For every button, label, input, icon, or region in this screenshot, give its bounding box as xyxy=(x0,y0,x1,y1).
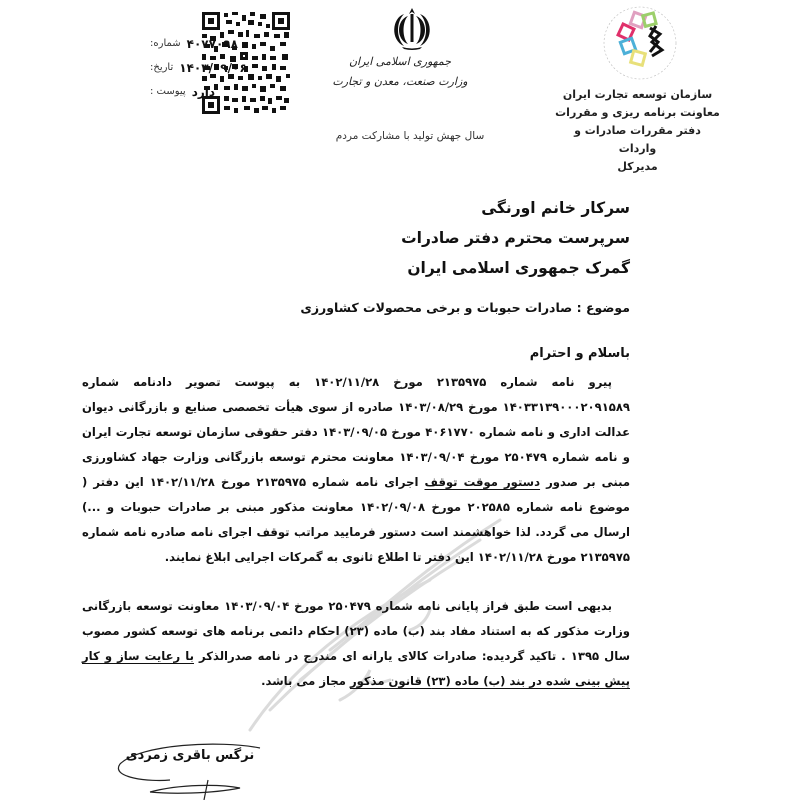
letter-meta xyxy=(150,32,280,104)
letter-number-row xyxy=(150,32,280,56)
tpo-logo-icon xyxy=(600,4,680,82)
attachment-row xyxy=(150,80,280,104)
attachment-value: دارد xyxy=(191,85,216,99)
iran-emblem-icon xyxy=(382,6,442,50)
recipient-name: سرکار خانم اورنگی xyxy=(481,199,630,217)
letter-date-label: تاریخ: xyxy=(150,62,174,73)
signatory-name: نرگس باقری زمردی xyxy=(125,748,255,763)
recipient-org: گمرک جمهوری اسلامی ایران xyxy=(407,259,630,277)
year-slogan: سال جهش تولید با مشارکت مردم xyxy=(335,130,485,142)
letter-date-row xyxy=(150,56,280,80)
org-line-4: مدیرکل xyxy=(617,160,658,173)
recipient-title: سرپرست محترم دفتر صادرات xyxy=(401,229,630,247)
ministry-line-2: وزارت صنعت، معدن و تجارت xyxy=(332,75,468,88)
body-p1-text-a: پیرو نامه شماره ۲۱۳۵۹۷۵ مورخ ۱۴۰۲/۱۱/۲۸ به پیوست تصویر دادنامه شماره ۱۴۰۳۳۱۳۹۰۰۰۲۰۹۱۵۸۹ مورخ ۱۴۰۳/۰۸/۲۹ صادره از سوی هیأت تخصصی صنایع و بازرگانی دیوان عدالت اداری و نامه شماره ۴۰۶۱۷۷۰ مورخ ۱۴۰۳/۰۹/۰۵ دفتر حقوقی سازمان توسعه تجارت ایران و نامه شماره ۲۵۰۴۷۹ مورخ ۱۴۰۳/۰۹/۰۴ معاونت محترم توسعه بازرگانی وزارت جهاد کشاورزی مبنی بر صدور xyxy=(82,375,631,489)
body-paragraph-2 xyxy=(82,594,630,694)
letter-number-label: شماره: xyxy=(150,38,181,49)
body-p1-text-b: اجرای نامه شماره ۲۱۳۵۹۷۵ مورخ ۱۴۰۲/۱۱/۲۸ این دفتر ( موضوع نامه شماره ۲۰۲۵۸۵ مورخ ۱۴۰۲/۰۹/۰۸ معاونت مذکور مبنی بر صادرات حبوبات و ...) ارسال می گردد. لذا خواهشمند است دستور فرمایید مراتب توقف اجرای نامه صادره نامه شماره ۲۱۳۵۹۷۵ مورخ ۱۴۰۲/۱۱/۲۸ این دفتر تا اطلاع ثانوی به گمرکات اجرایی ابلاغ نمایند. xyxy=(82,475,630,564)
org-line-1: سازمان توسعه تجارت ایران xyxy=(562,88,713,101)
body-p2-underlined: با رعایت ساز و کار پیش بینی شده در بند (ب) ماده (۲۳) قانون مذکور xyxy=(82,649,630,688)
body-p2-text-a: بدیهی است طبق فراز پایانی نامه شماره ۲۵۰۴۷۹ مورخ ۱۴۰۳/۰۹/۰۴ معاونت توسعه بازرگانی وزارت مذکور که به استناد مفاد بند (ب) ماده (۲۳) احکام دائمی برنامه های توسعه کشور مصوب سال ۱۳۹۵ . تاکید گردیده: صادرات کالای یارانه ای مندرج در نامه صدرالذکر xyxy=(82,599,630,663)
subject-label: موضوع : xyxy=(576,300,630,315)
greeting: باسلام و احترام xyxy=(529,346,630,361)
ministry-name xyxy=(330,52,470,92)
ministry-line-1: جمهوری اسلامی ایران xyxy=(348,55,452,68)
letter-date-value: ۱۴۰۳/۰۹/۰۶ xyxy=(179,61,247,75)
org-line-2: معاونت برنامه ریزی و مقررات xyxy=(555,106,720,119)
letter-number-value: ۴۰۷۷۰۹۸ xyxy=(186,37,238,51)
subject-line xyxy=(300,300,630,315)
organization-header xyxy=(555,86,720,176)
org-line-3: دفتر مقررات صادرات و واردات xyxy=(574,124,701,155)
body-p1-underlined: دستور موقت توقف xyxy=(424,475,541,489)
letter-body xyxy=(82,370,630,694)
attachment-label: پیوست : xyxy=(150,86,186,97)
body-p2-text-b: مجاز می باشد. xyxy=(261,674,350,688)
body-paragraph-1 xyxy=(82,370,630,570)
subject-text: صادرات حبوبات و برخی محصولات کشاورزی xyxy=(300,300,573,315)
recipient-block xyxy=(401,193,630,283)
